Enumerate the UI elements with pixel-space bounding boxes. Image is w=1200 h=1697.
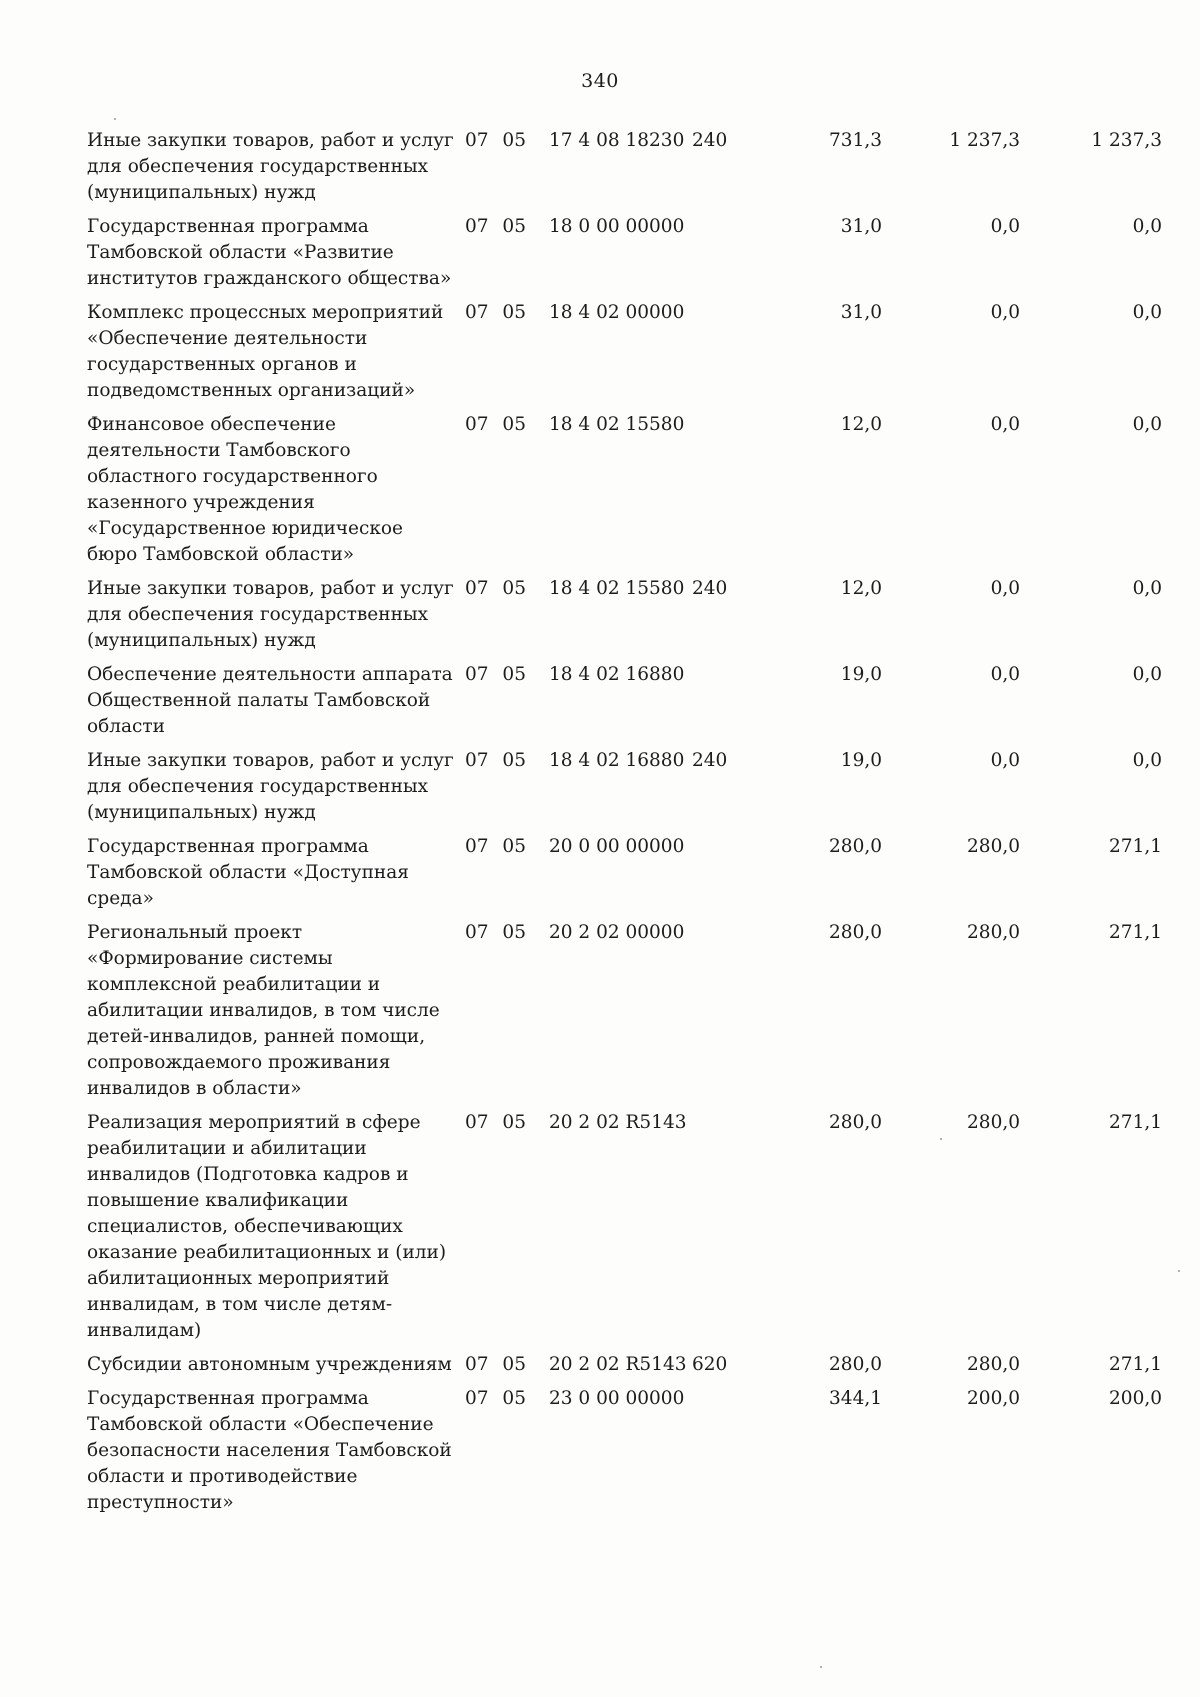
row-amount-3: 271,1 [1109, 1112, 1162, 1133]
scan-speck [820, 1666, 822, 1668]
row-expense-type: 240 [692, 750, 728, 771]
row-amount-1: 280,0 [829, 836, 882, 857]
table-row [87, 214, 1162, 292]
table-row [87, 748, 1162, 826]
row-amount-1: 31,0 [840, 216, 882, 237]
table-row [87, 1352, 1162, 1378]
row-target-article: 18 0 00 00000 [549, 216, 685, 237]
row-amount-1: 280,0 [829, 922, 882, 943]
row-name: Комплекс процессных мероприятий «Обеспечение деятельности государственных органов и подведомственных организаций» [87, 302, 444, 401]
row-section-code: 07 05 [465, 1112, 526, 1133]
row-section-code: 07 05 [465, 836, 526, 857]
row-section-code: 07 05 [465, 578, 526, 599]
row-amount-3: 0,0 [1132, 216, 1162, 237]
row-section-code: 07 05 [465, 750, 526, 771]
row-name: Субсидии автономным учреждениям [87, 1354, 452, 1375]
row-name: Реализация мероприятий в сфере реабилитации и абилитации инвалидов (Подготовка кадров и повышение квалификации специалистов, обеспечивающих оказание реабилитационных и (или) абилитационных мероприятий инвалидам, в том числе детям-инвалидам) [87, 1112, 447, 1341]
scan-speck [1178, 1270, 1180, 1272]
table-row [87, 920, 1162, 1102]
row-target-article: 18 4 02 16880 [549, 750, 685, 771]
row-amount-3: 0,0 [1132, 414, 1162, 435]
table-row [87, 834, 1162, 912]
row-amount-3: 200,0 [1109, 1388, 1162, 1409]
row-amount-2: 0,0 [990, 302, 1020, 323]
row-section-code: 07 05 [465, 1388, 526, 1409]
row-section-code: 07 05 [465, 302, 526, 323]
row-amount-2: 280,0 [967, 922, 1020, 943]
row-target-article: 18 4 02 15580 [549, 414, 685, 435]
row-target-article: 20 2 02 R5143 [549, 1354, 687, 1375]
table-row [87, 576, 1162, 654]
row-section-code: 07 05 [465, 1354, 526, 1375]
row-amount-3: 271,1 [1109, 836, 1162, 857]
row-amount-3: 0,0 [1132, 664, 1162, 685]
row-amount-2: 0,0 [990, 578, 1020, 599]
table-row [87, 662, 1162, 740]
row-name: Государственная программа Тамбовской области «Развитие институтов гражданского общества» [87, 216, 452, 289]
row-section-code: 07 05 [465, 414, 526, 435]
row-amount-3: 0,0 [1132, 578, 1162, 599]
table-row [87, 412, 1162, 568]
row-amount-3: 1 237,3 [1091, 130, 1162, 151]
row-amount-1: 344,1 [829, 1388, 882, 1409]
row-amount-2: 0,0 [990, 664, 1020, 685]
table-row [87, 128, 1162, 206]
row-target-article: 18 4 02 00000 [549, 302, 685, 323]
row-name: Иные закупки товаров, работ и услуг для обеспечения государственных (муниципальных) нужд [87, 750, 454, 823]
row-amount-1: 12,0 [840, 414, 882, 435]
row-amount-2: 280,0 [967, 836, 1020, 857]
row-amount-2: 0,0 [990, 750, 1020, 771]
row-target-article: 23 0 00 00000 [549, 1388, 685, 1409]
row-name: Государственная программа Тамбовской области «Доступная среда» [87, 836, 409, 909]
row-target-article: 20 2 02 R5143 [549, 1112, 687, 1133]
row-target-article: 17 4 08 18230 [549, 130, 685, 151]
row-amount-2: 280,0 [967, 1112, 1020, 1133]
row-section-code: 07 05 [465, 922, 526, 943]
scan-speck [940, 1138, 942, 1140]
row-amount-1: 731,3 [829, 130, 882, 151]
page-number: 340 [581, 70, 619, 92]
row-expense-type: 620 [692, 1354, 728, 1375]
row-section-code: 07 05 [465, 664, 526, 685]
row-section-code: 07 05 [465, 130, 526, 151]
row-amount-1: 31,0 [840, 302, 882, 323]
row-target-article: 20 2 02 00000 [549, 922, 685, 943]
row-name: Финансовое обеспечение деятельности Тамбовского областного государственного казенного учреждения «Государственное юридическое бюро Тамбовской области» [87, 414, 403, 565]
row-name: Иные закупки товаров, работ и услуг для обеспечения государственных (муниципальных) нужд [87, 578, 454, 651]
row-section-code: 07 05 [465, 216, 526, 237]
row-amount-2: 0,0 [990, 414, 1020, 435]
row-amount-1: 19,0 [840, 664, 882, 685]
scan-speck [114, 118, 116, 120]
budget-table [87, 128, 1162, 1524]
row-amount-1: 19,0 [840, 750, 882, 771]
row-expense-type: 240 [692, 578, 728, 599]
row-name: Государственная программа Тамбовской области «Обеспечение безопасности населения Тамбовской области и противодействие преступности» [87, 1388, 452, 1513]
row-name: Региональный проект «Формирование системы комплексной реабилитации и абилитации инвалидов, в том числе детей-инвалидов, ранней помощи, сопровождаемого проживания инвалидов в области» [87, 922, 440, 1099]
table-row [87, 1386, 1162, 1516]
row-name: Обеспечение деятельности аппарата Общественной палаты Тамбовской области [87, 664, 453, 737]
row-target-article: 18 4 02 15580 [549, 578, 685, 599]
row-target-article: 18 4 02 16880 [549, 664, 685, 685]
table-row [87, 300, 1162, 404]
row-expense-type: 240 [692, 130, 728, 151]
row-name: Иные закупки товаров, работ и услуг для обеспечения государственных (муниципальных) нужд [87, 130, 454, 203]
row-amount-3: 0,0 [1132, 302, 1162, 323]
table-row [87, 1110, 1162, 1344]
row-amount-3: 0,0 [1132, 750, 1162, 771]
row-amount-2: 1 237,3 [949, 130, 1020, 151]
row-amount-2: 0,0 [990, 216, 1020, 237]
row-amount-3: 271,1 [1109, 1354, 1162, 1375]
row-amount-1: 280,0 [829, 1112, 882, 1133]
row-amount-1: 12,0 [840, 578, 882, 599]
row-amount-2: 200,0 [967, 1388, 1020, 1409]
row-amount-1: 280,0 [829, 1354, 882, 1375]
row-amount-3: 271,1 [1109, 922, 1162, 943]
row-target-article: 20 0 00 00000 [549, 836, 685, 857]
row-amount-2: 280,0 [967, 1354, 1020, 1375]
